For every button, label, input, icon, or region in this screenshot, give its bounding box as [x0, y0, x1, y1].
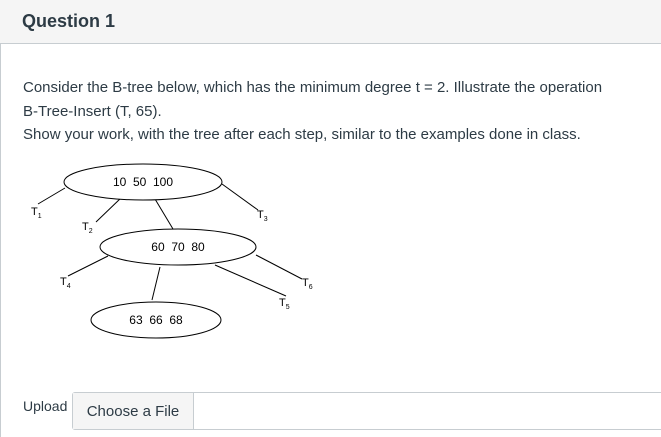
edge-middle-t5	[215, 265, 286, 296]
subtree-t3-label: $T_3$	[257, 209, 268, 223]
subtree-t5-label: $T_5$	[279, 297, 290, 311]
edge-root-middle	[155, 199, 173, 229]
choose-file-button[interactable]: Choose a File	[73, 393, 194, 429]
upload-label: Upload	[23, 398, 68, 414]
subtree-t2-label: $T_2$	[82, 221, 93, 235]
edge-middle-t4	[68, 256, 108, 276]
subtree-t1-label: $T_1$	[31, 206, 42, 220]
bottom-node-keys: 63 66 68	[129, 313, 183, 327]
edge-middle-t6	[256, 255, 302, 279]
question-line-3: Show your work, with the tree after each step, similar to the examples done in class.	[23, 126, 581, 143]
middle-node-keys: 60 70 80	[151, 240, 205, 254]
subtree-t6-label: $T_6$	[302, 277, 313, 291]
question-line-1: Consider the B-tree below, which has the minimum degree t = 2. Illustrate the operation	[23, 79, 603, 96]
upload-row	[0, 390, 661, 437]
question-line-2: B-Tree-Insert (T, 65).	[23, 102, 162, 120]
root-node-keys: 10 50 100	[112, 175, 174, 189]
question-title: Question 1	[22, 11, 116, 31]
edge-root-t2	[96, 197, 122, 222]
edge-middle-bottom	[152, 267, 160, 300]
subtree-t4-label: $T_4$	[60, 276, 71, 290]
edge-root-t1	[38, 188, 65, 204]
edge-root-t3	[222, 184, 258, 210]
